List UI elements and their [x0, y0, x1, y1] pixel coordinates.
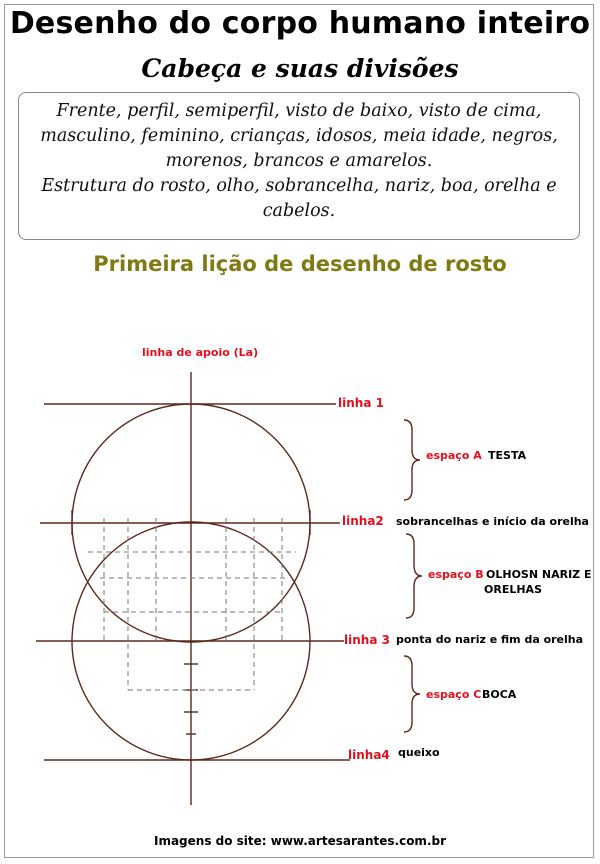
space-b-desc-1: OLHOSN NARIZ E: [486, 568, 592, 581]
description-paragraph-1: Frente, perfil, semiperfil, visto de baixo, visto de cima, masculino, feminino, crianças, idosos, meia idade, negros, morenos, brancos e amarelos.: [40, 101, 558, 171]
line-4-label: linha4: [348, 748, 390, 762]
space-b-label: espaço B: [428, 568, 484, 581]
footer-credit: Imagens do site: www.artesarantes.com.br: [153, 834, 447, 848]
brace-c: [404, 656, 420, 732]
braces: [404, 420, 422, 732]
lesson-title: Primeira lição de desenho de rosto: [93, 252, 507, 276]
space-c-label: espaço C: [426, 688, 482, 701]
brace-b: [406, 534, 422, 618]
line-2-label: linha2: [342, 514, 384, 528]
line-1-label: linha 1: [338, 396, 384, 410]
line-3-note: ponta do nariz e fim da orelha: [396, 633, 584, 646]
main-title: Desenho do corpo humano inteiro: [9, 6, 591, 41]
line-2-note: sobrancelhas e início da orelha: [396, 515, 589, 528]
line-3-label: linha 3: [344, 633, 390, 647]
brace-a: [404, 420, 420, 500]
description-paragraph-2: Estrutura do rosto, olho, sobrancelha, nariz, boa, orelha e cabelos.: [41, 176, 557, 221]
space-a-label: espaço A: [426, 449, 482, 462]
space-c-desc: BOCA: [482, 688, 517, 701]
line-4-note: queixo: [398, 746, 440, 759]
subtitle: Cabeça e suas divisões: [141, 54, 459, 83]
support-line-label: linha de apoio (La): [142, 346, 259, 359]
space-a-desc: TESTA: [488, 449, 527, 462]
space-b-desc-2: ORELHAS: [484, 583, 542, 596]
